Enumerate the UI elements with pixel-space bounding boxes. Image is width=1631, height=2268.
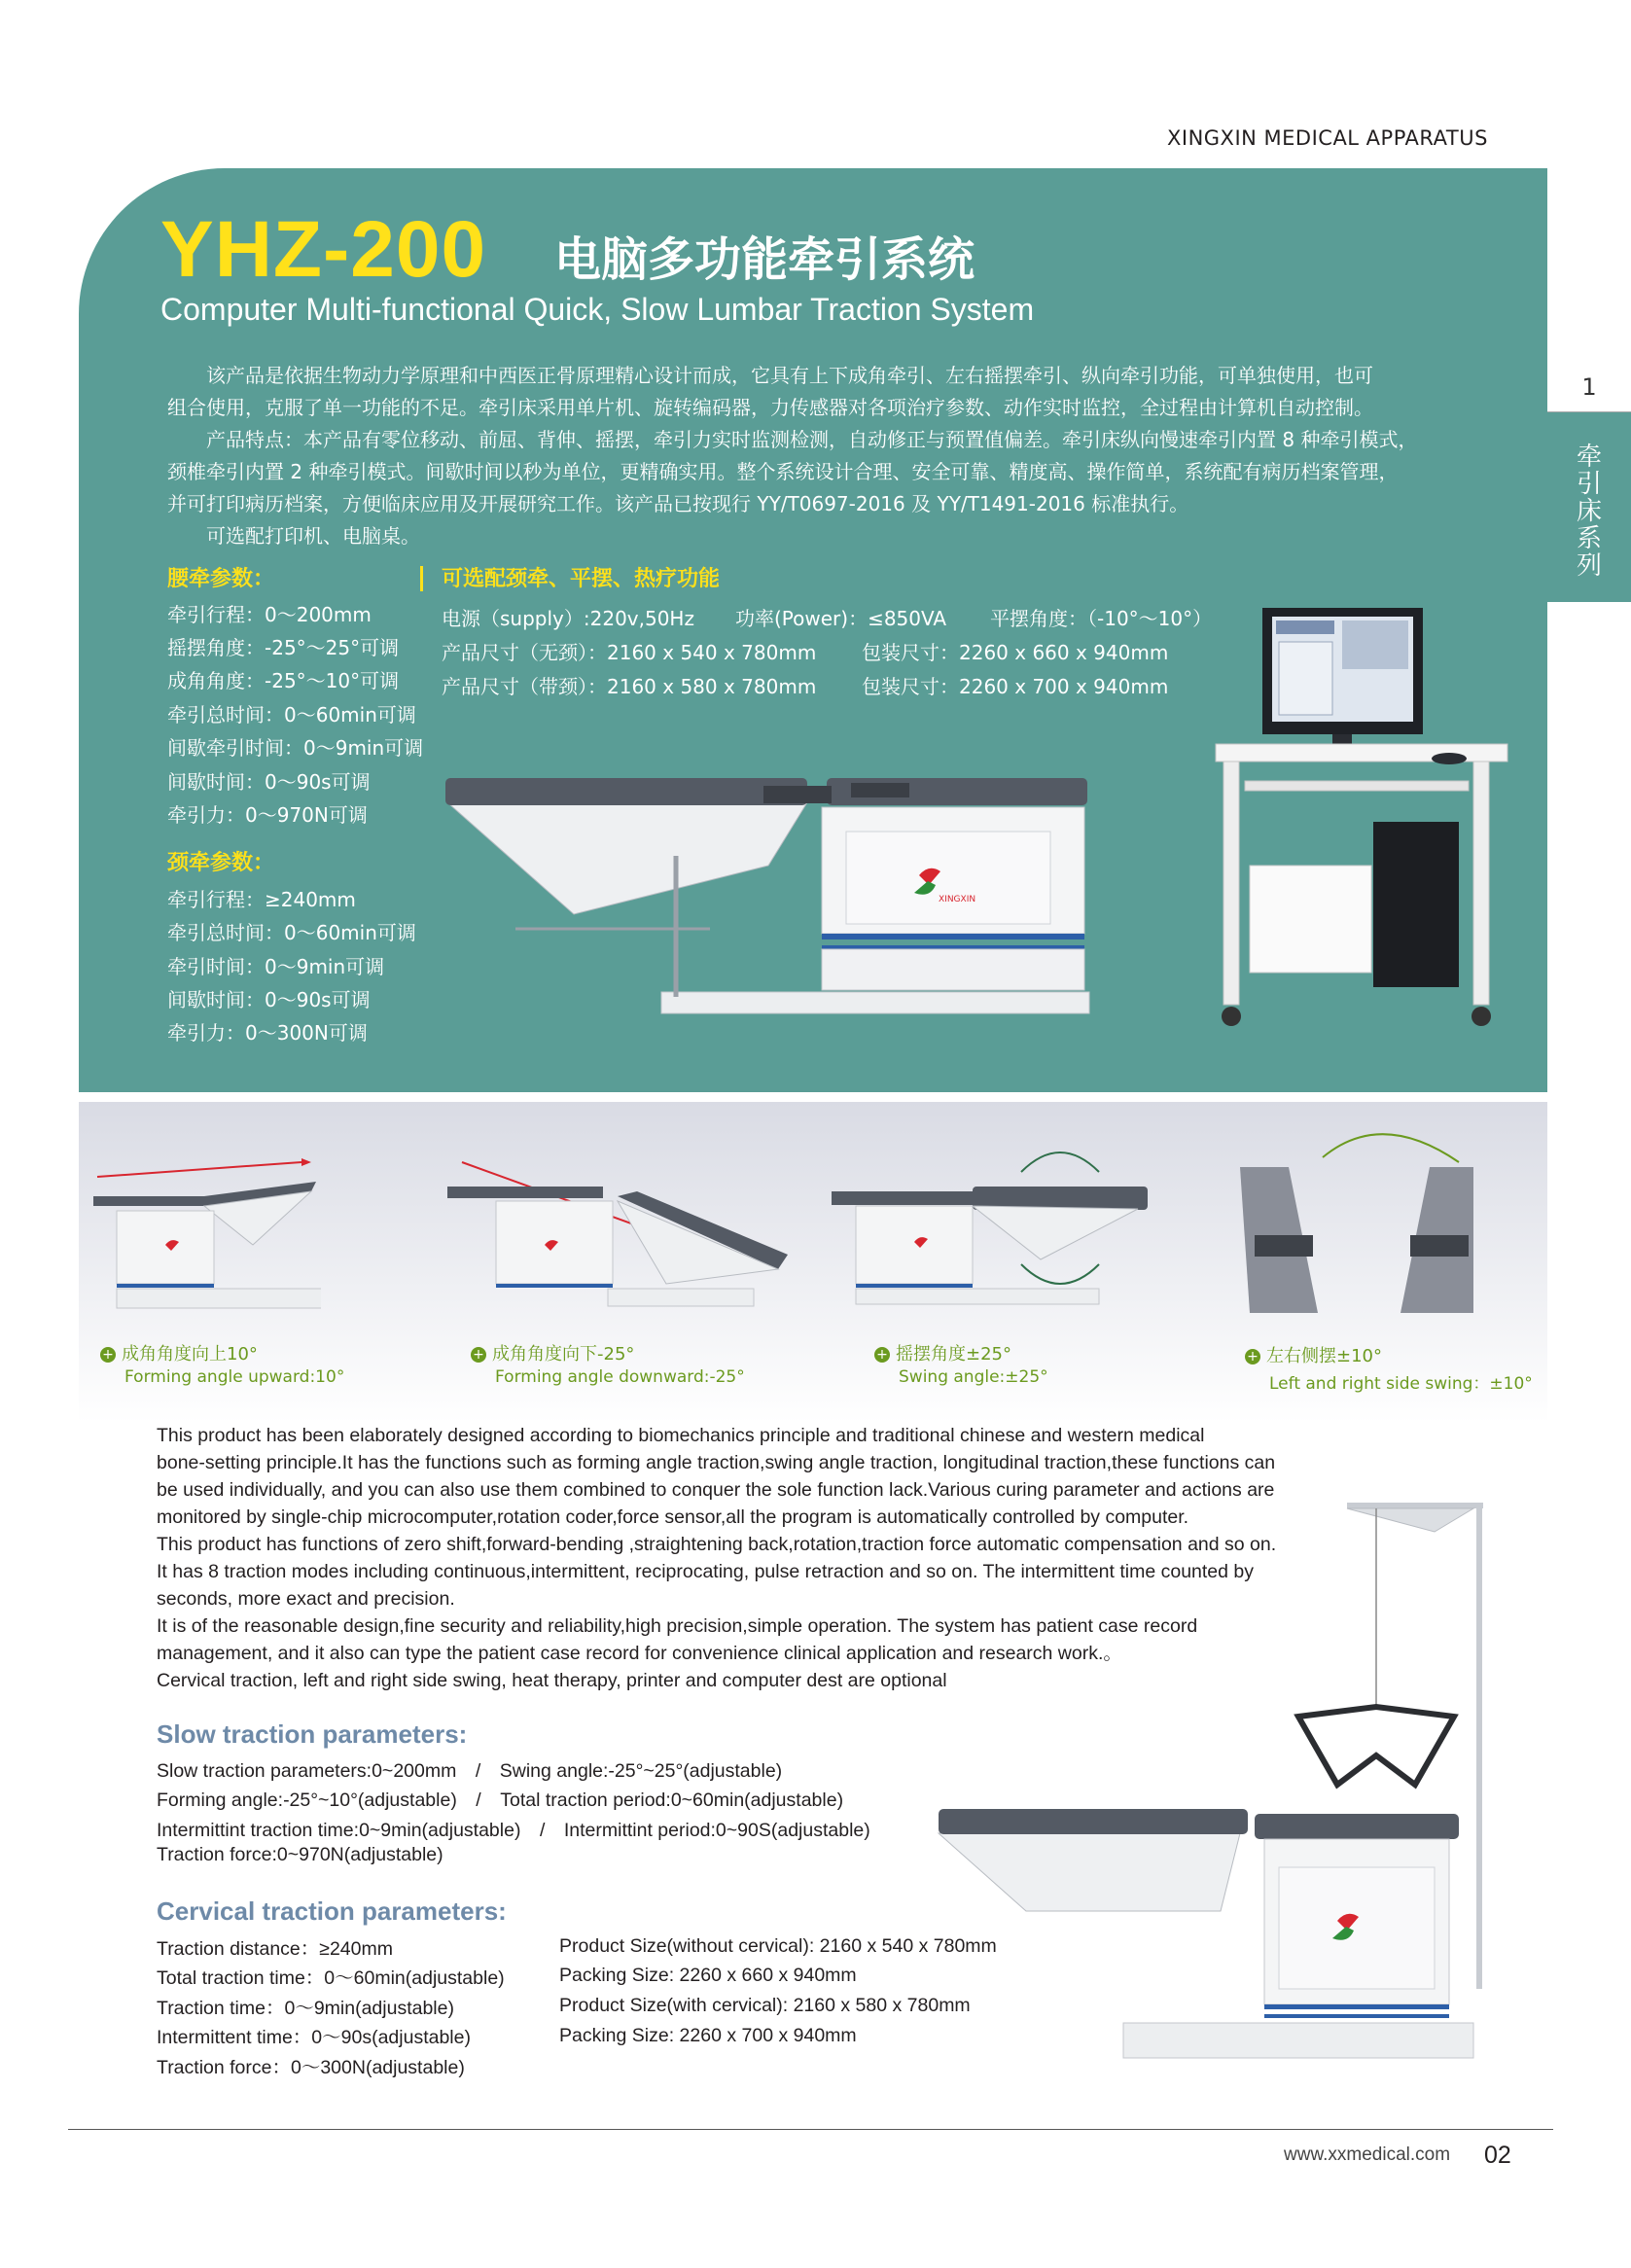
- cervical-bed-image: [929, 1493, 1493, 2086]
- slow-param-line: Forming angle:-25°~10°(adjustable) / Total traction period:0~60min(adjustable): [157, 1790, 844, 1811]
- lumbar-param: 摇摆角度：-25°～25°可调: [167, 636, 400, 659]
- optional-heading: 可选配颈牵、平摆、热疗功能: [442, 567, 721, 591]
- computer-desk-image: [1206, 603, 1517, 1041]
- size-line: Product Size(with cervical): 2160 x 580 x 780mm: [559, 1995, 971, 2016]
- section-number-tab: 1: [1547, 363, 1631, 412]
- english-line: bone-setting principle.It has the functions such as forming angle traction,swing angle traction, longitudinal traction,these functions can: [157, 1452, 1276, 1473]
- feature-cn: 成角角度向上10°: [122, 1344, 258, 1364]
- size-line: Packing Size: 2260 x 660 x 940mm: [559, 1965, 857, 1986]
- feature-image-downward: [443, 1152, 793, 1318]
- english-line: management, and it also can type the patient case record for convenience clinical application and research work.。: [157, 1643, 1122, 1664]
- size-line: Packing Size: 2260 x 700 x 940mm: [559, 2025, 857, 2046]
- spec-size-cervical: 产品尺寸（带颈）：2160 x 580 x 780mm: [442, 675, 817, 698]
- cervical-traction-heading: Cervical traction parameters:: [157, 1896, 507, 1926]
- english-line: monitored by single-chip microcomputer,rotation coder,force sensor,all the program is automatically controlled by computer.: [157, 1506, 1189, 1528]
- spec-pack-cervical: 包装尺寸：2260 x 700 x 940mm: [862, 675, 1169, 698]
- brand-name: XINGXIN MEDICAL APPARATUS: [1167, 126, 1488, 150]
- spec-swing: 平摆角度：（-10°～10°）: [990, 607, 1213, 630]
- category-tab: [1547, 412, 1631, 602]
- plus-icon: +: [471, 1347, 486, 1363]
- feature-cn: 左右侧摆±10°: [1266, 1346, 1382, 1366]
- cervical-param: 牵引时间：0～9min可调: [167, 955, 385, 978]
- feature-caption-downward: [471, 1340, 745, 1387]
- cervical-param-line: Total traction time：0～60min(adjustable): [157, 1967, 505, 1989]
- plus-icon: +: [874, 1347, 890, 1363]
- footer-divider: [68, 2129, 1553, 2130]
- feature-caption-swing: [874, 1340, 1048, 1387]
- plus-icon: +: [100, 1347, 116, 1363]
- cervical-param: 牵引力：0～300N可调: [167, 1021, 368, 1045]
- english-line: It has 8 traction modes including continuous,intermittent, reciprocating, pulse retraction and so on. The intermittent time counted by: [157, 1561, 1255, 1582]
- feature-en: Swing angle:±25°: [899, 1367, 1048, 1387]
- feature-cn: 摇摆角度±25°: [896, 1344, 1011, 1364]
- spec-power: 功率(Power)：≤850VA: [735, 607, 947, 630]
- slow-param-line: Slow traction parameters:0~200mm / Swing angle:-25°~25°(adjustable): [157, 1760, 783, 1782]
- feature-en: Forming angle downward:-25°: [495, 1367, 745, 1387]
- lumbar-param: 牵引行程：0～200mm: [167, 603, 372, 626]
- slow-param-line: Traction force:0~970N(adjustable): [157, 1844, 443, 1865]
- english-line: be used individually, and you can also use them combined to conquer the sole function lack.Various curing parameter and actions are: [157, 1479, 1275, 1501]
- lumbar-param: 牵引总时间：0～60min可调: [167, 703, 416, 726]
- slow-traction-heading: Slow traction parameters:: [157, 1719, 468, 1749]
- cervical-heading: 颈牵参数：: [167, 851, 275, 875]
- description-cn: [167, 360, 1490, 552]
- product-title-cn: 电脑多功能牵引系统: [554, 232, 975, 287]
- lumbar-param: 成角角度：-25°～10°可调: [167, 669, 400, 692]
- description-line: 可选配打印机、电脑桌。: [167, 524, 420, 548]
- lumbar-param: 间歇时间：0～90s可调: [167, 770, 371, 794]
- feature-image-upward: [88, 1152, 321, 1318]
- traction-bed-image: [438, 759, 1138, 1041]
- spec-supply: 电源（supply）:220v,50Hz: [442, 607, 694, 630]
- model-number: YHZ-200: [160, 205, 487, 294]
- page-number: 02: [1484, 2142, 1511, 2169]
- feature-en: Left and right side swing：±10°: [1269, 1374, 1533, 1394]
- spec-pack-no-cervical: 包装尺寸：2260 x 660 x 940mm: [862, 641, 1169, 664]
- description-line: 产品特点：本产品有零位移动、前屈、背伸、摇摆，牵引力实时监测检测，自动修正与预置值偏差。牵引床纵向慢速牵引内置 8 种牵引模式，: [167, 428, 1418, 451]
- cervical-param-line: Traction force：0～300N(adjustable): [157, 2057, 465, 2078]
- english-line: This product has functions of zero shift,forward-bending ,straightening back,rotation,traction force automatic compensation and so on.: [157, 1534, 1277, 1555]
- lumbar-param: 间歇牵引时间：0～9min可调: [167, 736, 424, 760]
- english-line: It is of the reasonable design,fine security and reliability,high precision,simple operation. The system has patient case record: [157, 1615, 1198, 1637]
- feature-cn: 成角角度向下-25°: [492, 1344, 635, 1364]
- feature-image-side-swing: [1235, 1128, 1507, 1323]
- description-line: 颈椎牵引内置 2 种牵引模式。间歇时间以秒为单位，更精确实用。整个系统设计合理、安全可靠、精度高、操作简单，系统配有病历档案管理，: [167, 460, 1399, 483]
- product-title-en: Computer Multi-functional Quick, Slow Lumbar Traction System: [160, 292, 1035, 327]
- cervical-param-line: Traction distance：≥240mm: [157, 1938, 393, 1960]
- english-line: Cervical traction, left and right side swing, heat therapy, printer and computer dest are optional: [157, 1670, 947, 1691]
- english-line: seconds, more exact and precision.: [157, 1588, 455, 1610]
- cervical-param-line: Traction time：0～9min(adjustable): [157, 1998, 454, 2019]
- description-line: 该产品是依据生物动力学原理和中西医正骨原理精心设计而成，它具有上下成角牵引、左右摇摆牵引、纵向牵引功能，可单独使用，也可: [167, 364, 1373, 387]
- heading-divider: [420, 566, 423, 591]
- feature-caption-side-swing: [1245, 1342, 1533, 1394]
- pc-tower: [1373, 822, 1459, 987]
- lumbar-param: 牵引力：0～970N可调: [167, 803, 368, 827]
- cervical-param-line: Intermittent time：0～90s(adjustable): [157, 2027, 471, 2048]
- description-line: 并可打印病历档案，方便临床应用及开展研究工作。该产品已按现行 YY/T0697-2016 及 YY/T1491-2016 标准执行。: [167, 492, 1189, 515]
- cervical-param: 牵引总时间：0～60min可调: [167, 921, 416, 944]
- lumbar-heading: 腰牵参数：: [167, 567, 275, 591]
- cervical-param: 牵引行程：≥240mm: [167, 888, 356, 911]
- feature-en: Forming angle upward:10°: [124, 1367, 345, 1387]
- category-label: 牵引床系列: [1576, 443, 1602, 581]
- english-line: This product has been elaborately designed according to biomechanics principle and traditional chinese and western medical: [157, 1425, 1205, 1446]
- feature-caption-upward: [100, 1340, 344, 1387]
- cervical-param: 间歇时间：0～90s可调: [167, 988, 371, 1011]
- slow-param-line: Intermittint traction time:0~9min(adjustable) / Intermittint period:0~90S(adjustable): [157, 1820, 870, 1841]
- website-link[interactable]: www.xxmedical.com: [1284, 2144, 1451, 2165]
- feature-image-swing: [827, 1133, 1157, 1318]
- logo-text: XINGXIN: [939, 895, 976, 904]
- plus-icon: +: [1245, 1349, 1260, 1364]
- description-line: 组合使用，克服了单一功能的不足。牵引床采用单片机、旋转编码器，力传感器对各项治疗参数、动作实时监控，全过程由计算机自动控制。: [167, 396, 1373, 419]
- bed-pad-left: [445, 778, 807, 805]
- size-line: Product Size(without cervical): 2160 x 540 x 780mm: [559, 1935, 997, 1957]
- spec-size-no-cervical: 产品尺寸（无颈）：2160 x 540 x 780mm: [442, 641, 817, 664]
